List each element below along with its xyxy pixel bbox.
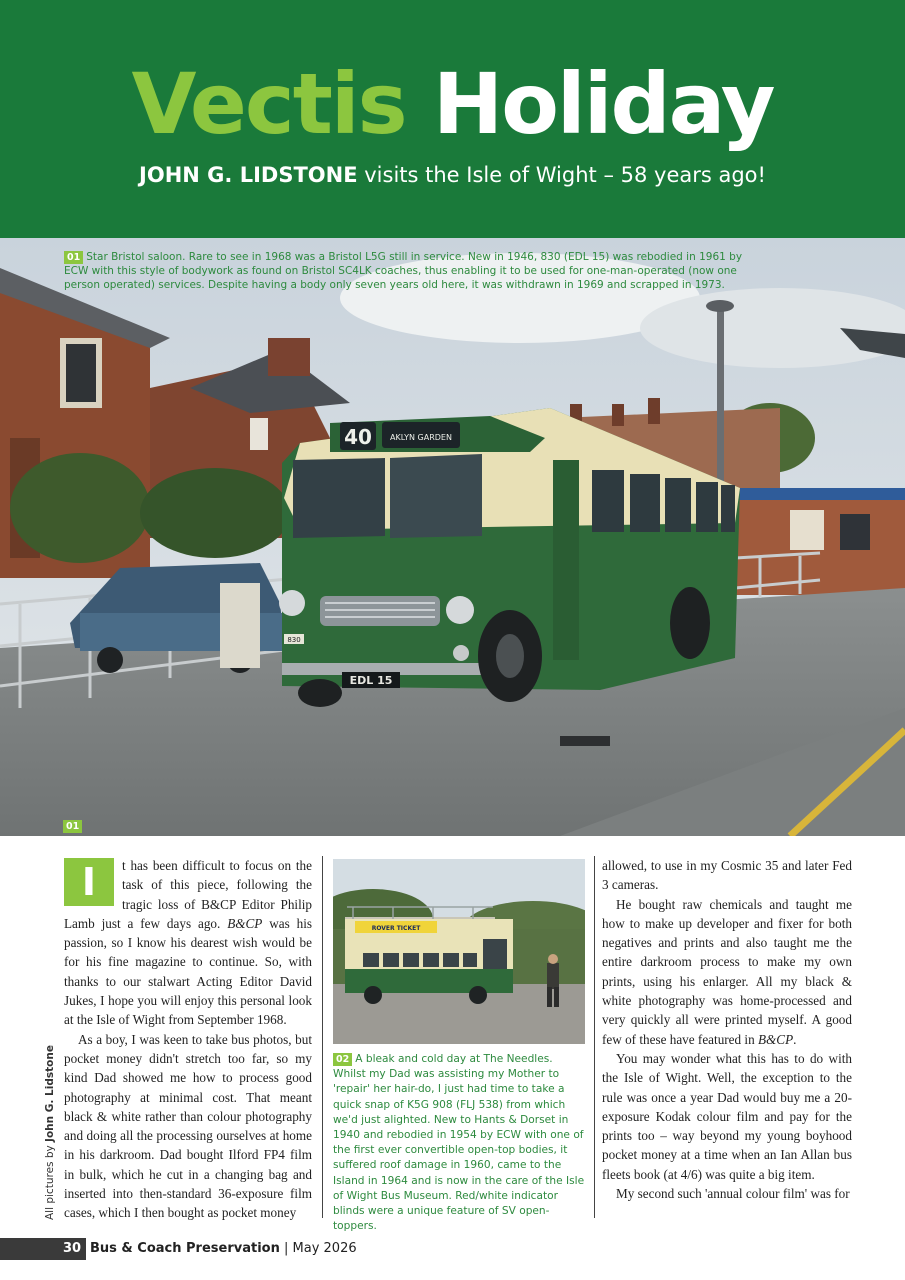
- photo-number-01-bottom: 01: [63, 820, 82, 833]
- intro-text-b: was his passion, so I know his dearest wish would be for his fine magazine to continue. So, with thanks to our stalwart Acting Editor David Jukes, I hope you will enjoy this personal look at the Isle of Wight from September 1968.: [64, 915, 313, 1028]
- fleet-number: 830: [287, 636, 301, 644]
- photo-caption-02: [333, 1052, 585, 1234]
- registration-plate: EDL 15: [349, 674, 393, 687]
- photo-number-01: 01: [64, 251, 83, 264]
- body-column-3: [602, 856, 852, 1203]
- caption-text-01: Star Bristol saloon. Rare to see in 1968 was a Bristol L5G still in service. New in 1946, 830 (EDL 15) was rebodied in 1961 by ECW with this style of bodywork as found on Bristol SC4LK coaches, thus enabling it to be used for one-man-operated (now one person operated) services. Despite having a body only seven years old here, it was withdrawn in 1969 and scrapped in 1973.: [64, 251, 743, 291]
- credit-prefix: All pictures by: [44, 1145, 56, 1220]
- credit-name: John G. Lidstone: [44, 1045, 56, 1142]
- article-title: [0, 55, 905, 153]
- photo-bristol-saloon: [0, 238, 905, 836]
- caption-text-02: A bleak and cold day at The Needles. Whilst my Dad was assisting my Mother to 'repair' her hair-do, I just had time to take a quick snap of K5G 908 (FLJ 538) from which we'd just alighted. New to Hants & Dorset in 1940 and rebodied in 1954 by ECW with one of the first ever convertible open-top bodies, it suffered roof damage in 1960, came to the Island in 1964 and is now in the care of the Isle of Wight Bus Museum. Red/white indicator blinds were a unique feature of SV open-toppers.: [333, 1053, 585, 1233]
- issue-date: May 2026: [292, 1241, 357, 1256]
- photo-credit: [44, 1045, 56, 1220]
- magazine-name: Bus & Coach Preservation: [90, 1241, 280, 1256]
- rover-ticket-banner: ROVER TICKET: [371, 925, 421, 932]
- footer-separator: |: [284, 1241, 289, 1256]
- body-column-1: [64, 856, 312, 1223]
- title-word-vectis: Vectis: [131, 55, 406, 153]
- page-number: 30: [63, 1241, 82, 1256]
- intro-em: B&CP: [227, 915, 263, 931]
- paragraph-annual-film: My second such 'annual colour film' was for: [616, 1186, 850, 1202]
- darkroom-text-b: .: [793, 1031, 797, 1047]
- paragraph-isle-of-wight: You may wonder what this has to do with the Isle of Wight. Well, the exception to the rule was once a year Dad would buy me a 20-exposure Kodak colour film and pay for the prints too – way beyond my young boyhood pocket money at a time when an Ian Allan bus fleets book (at 4/6) was quite a big item.: [602, 1050, 852, 1182]
- paragraph-cameras: allowed, to use in my Cosmic 35 and later Fed 3 cameras.: [602, 858, 852, 893]
- paragraph-intro: [64, 856, 312, 1030]
- intro-text-a: t has been difficult to focus on the task of this piece, following the tragic loss of B&CP Editor Philip Lamb just a few days ago.: [64, 858, 312, 931]
- darkroom-em: B&CP: [757, 1031, 794, 1047]
- photo-open-top-bus: [333, 859, 585, 1044]
- paragraph-darkroom: [602, 895, 852, 1049]
- title-word-holiday: Holiday: [432, 55, 774, 153]
- paragraph-boyhood: As a boy, I was keen to take bus photos, but pocket money didn't stretch too far, so my kind Dad showed me how to process good photography at minimal cost. That meant black & white rather than colour photography and doing all the processing ourselves at home in his darkroom. Dad bought Ilford FP4 film in bulk, which he cut in a changing bag and inserted into then-standard 36-exposure film cases, which I then bought as pocket money: [64, 1031, 312, 1221]
- footer-magazine: [90, 1238, 357, 1260]
- column-divider-2: [594, 856, 595, 1218]
- darkroom-text-a: He bought raw chemicals and taught me how to make up developer and fixer for both negatives and prints and also taught me the entire darkroom process to make my own prints, using his enlarger. All my black & white photography was home-processed and very quickly all were printed myself. A good few of these have featured in: [602, 896, 852, 1047]
- article-subtitle: [0, 163, 905, 187]
- photo-number-02: 02: [333, 1053, 352, 1066]
- photo-caption-01: [64, 250, 754, 292]
- subtitle-text: visits the Isle of Wight – 58 years ago!: [364, 163, 766, 187]
- destination-blind: AKLYN GARDEN: [390, 433, 452, 442]
- route-number: 40: [344, 425, 372, 449]
- drop-cap: I: [64, 858, 114, 906]
- column-divider-1: [322, 856, 323, 1218]
- author-name: JOHN G. LIDSTONE: [139, 163, 358, 187]
